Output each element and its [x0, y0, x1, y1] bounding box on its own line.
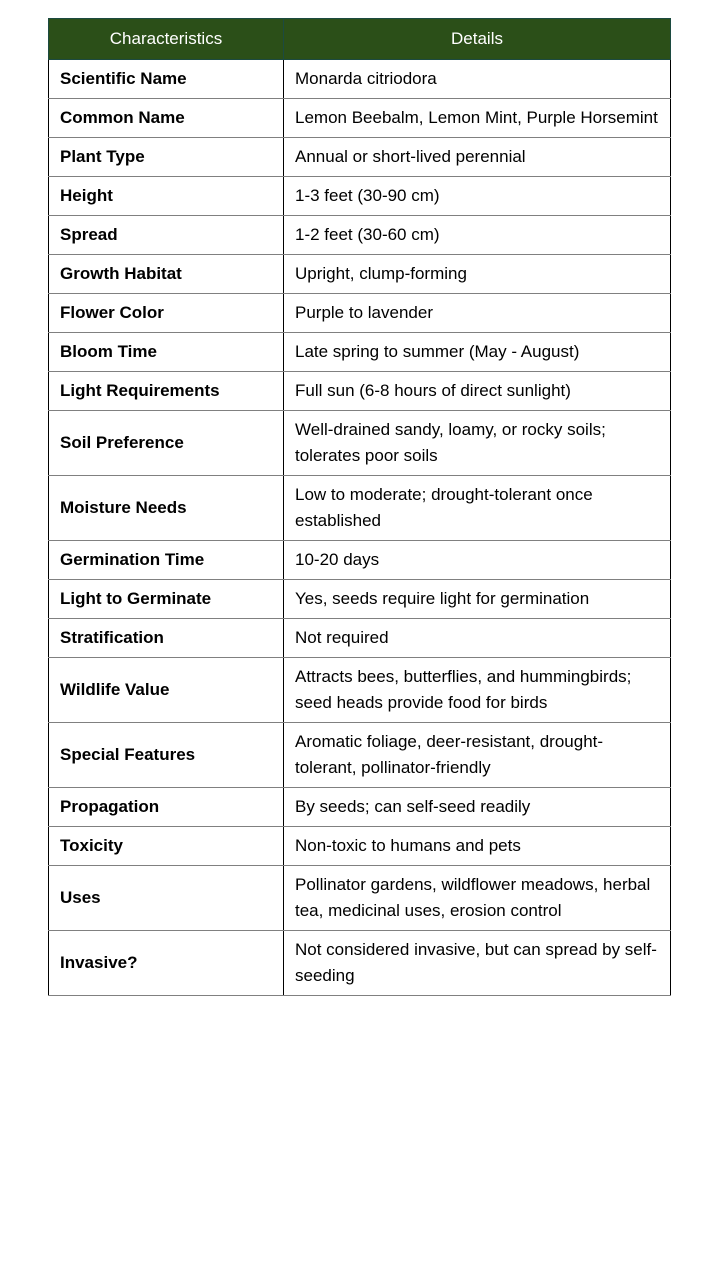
table-row	[49, 931, 671, 996]
table-body	[49, 60, 671, 996]
table-row	[49, 372, 671, 411]
table-row	[49, 788, 671, 827]
characteristic-cell: Growth Habitat	[49, 255, 284, 294]
characteristic-cell: Plant Type	[49, 138, 284, 177]
plant-characteristics-table	[48, 18, 671, 996]
detail-cell: Monarda citriodora	[284, 60, 671, 99]
table-row	[49, 476, 671, 541]
detail-cell: Well-drained sandy, loamy, or rocky soils; tolerates poor soils	[284, 411, 671, 476]
table-row	[49, 60, 671, 99]
characteristic-cell: Height	[49, 177, 284, 216]
table-row	[49, 866, 671, 931]
table-row	[49, 138, 671, 177]
detail-cell: By seeds; can self-seed readily	[284, 788, 671, 827]
table-row	[49, 827, 671, 866]
characteristic-cell: Bloom Time	[49, 333, 284, 372]
characteristic-cell: Germination Time	[49, 541, 284, 580]
table-row	[49, 294, 671, 333]
column-header-characteristics: Characteristics	[49, 19, 284, 60]
characteristic-cell: Common Name	[49, 99, 284, 138]
characteristic-cell: Scientific Name	[49, 60, 284, 99]
table-row	[49, 580, 671, 619]
detail-cell: Low to moderate; drought-tolerant once established	[284, 476, 671, 541]
detail-cell: Lemon Beebalm, Lemon Mint, Purple Horsemint	[284, 99, 671, 138]
detail-cell: Non-toxic to humans and pets	[284, 827, 671, 866]
column-header-details: Details	[284, 19, 671, 60]
detail-cell: Upright, clump-forming	[284, 255, 671, 294]
characteristic-cell: Wildlife Value	[49, 658, 284, 723]
table-row	[49, 255, 671, 294]
characteristic-cell: Invasive?	[49, 931, 284, 996]
characteristic-cell: Stratification	[49, 619, 284, 658]
characteristic-cell: Flower Color	[49, 294, 284, 333]
detail-cell: Annual or short-lived perennial	[284, 138, 671, 177]
characteristic-cell: Spread	[49, 216, 284, 255]
detail-cell: Pollinator gardens, wildflower meadows, herbal tea, medicinal uses, erosion control	[284, 866, 671, 931]
detail-cell: Not considered invasive, but can spread by self-seeding	[284, 931, 671, 996]
table-row	[49, 99, 671, 138]
detail-cell: Yes, seeds require light for germination	[284, 580, 671, 619]
characteristic-cell: Propagation	[49, 788, 284, 827]
detail-cell: 1-3 feet (30-90 cm)	[284, 177, 671, 216]
table-row	[49, 333, 671, 372]
characteristic-cell: Light to Germinate	[49, 580, 284, 619]
characteristic-cell: Uses	[49, 866, 284, 931]
table-row	[49, 541, 671, 580]
table-row	[49, 658, 671, 723]
table-row	[49, 619, 671, 658]
table-row	[49, 411, 671, 476]
table-row	[49, 177, 671, 216]
detail-cell: Purple to lavender	[284, 294, 671, 333]
detail-cell: Attracts bees, butterflies, and hummingbirds; seed heads provide food for birds	[284, 658, 671, 723]
characteristic-cell: Soil Preference	[49, 411, 284, 476]
characteristic-cell: Toxicity	[49, 827, 284, 866]
detail-cell: Late spring to summer (May - August)	[284, 333, 671, 372]
characteristic-cell: Moisture Needs	[49, 476, 284, 541]
table-row	[49, 216, 671, 255]
detail-cell: 10-20 days	[284, 541, 671, 580]
characteristic-cell: Light Requirements	[49, 372, 284, 411]
detail-cell: Not required	[284, 619, 671, 658]
table-header-row	[49, 19, 671, 60]
detail-cell: Aromatic foliage, deer-resistant, drought-tolerant, pollinator-friendly	[284, 723, 671, 788]
table-row	[49, 723, 671, 788]
characteristic-cell: Special Features	[49, 723, 284, 788]
detail-cell: Full sun (6-8 hours of direct sunlight)	[284, 372, 671, 411]
detail-cell: 1-2 feet (30-60 cm)	[284, 216, 671, 255]
